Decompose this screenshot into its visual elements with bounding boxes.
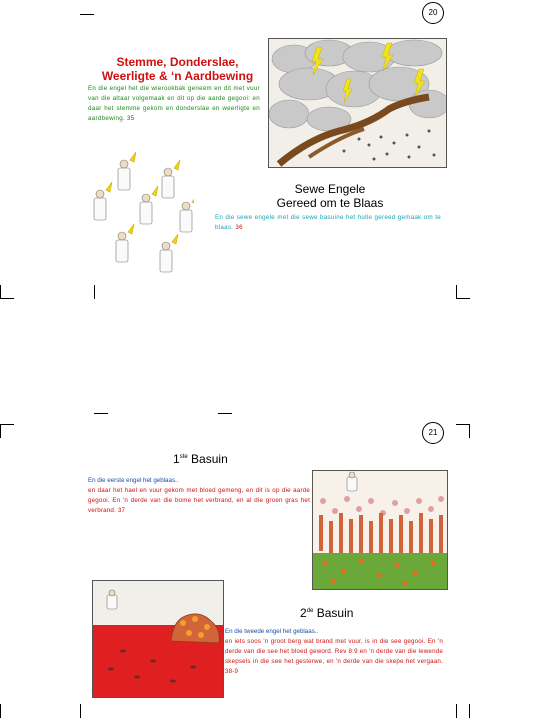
body-text: En die engel het die wierookbak geneem en dit met vuur van die altaar volgemaak en dit op die aarde gegooi: en daar het stemme gekom en donderslae en weerligte en aardbewing.	[88, 85, 260, 122]
crop-mark	[456, 285, 457, 299]
crop-mark	[456, 424, 470, 425]
burning-mountain-sea-drawing	[92, 580, 224, 698]
crop-mark	[456, 704, 457, 718]
body-text-wrap	[88, 486, 310, 516]
crop-mark	[80, 14, 94, 15]
section-title-stemme	[85, 55, 270, 83]
crop-mark	[0, 298, 14, 299]
body-text: en iets soos 'n groot berg wat brand met vuur, is in die see gegooi. En 'n derde van die see het bloed geword. Rev 8:9 en 'n derde van die lewende skepsels in die see het gesterwe, en 'n derde van die skepe het vergaan.	[225, 638, 443, 665]
title-line: Weerligte & ‘n Aardbewing	[101, 69, 254, 83]
burning-trees-drawing	[312, 470, 448, 590]
heading-number: 2	[300, 606, 307, 620]
crop-mark	[94, 285, 95, 299]
verse-ref: 38-9	[225, 668, 239, 675]
verse-ref: 35	[127, 115, 135, 122]
crop-mark	[94, 413, 108, 414]
crop-mark	[0, 424, 1, 438]
crop-mark	[80, 704, 81, 718]
crop-mark-top-left	[0, 0, 14, 14]
section-body-sewe-engele	[215, 213, 441, 233]
page-number-20: 20	[422, 2, 444, 24]
heading-second-trumpet	[300, 606, 353, 620]
crop-mark	[469, 424, 470, 438]
verse-ref: 36	[235, 224, 243, 231]
heading-word: Basuin	[191, 452, 228, 466]
heading-first-trumpet	[173, 452, 228, 466]
heading-number: 1	[173, 452, 180, 466]
page-number-21: 21	[422, 422, 444, 444]
crop-mark	[456, 298, 470, 299]
section-body-first-trumpet	[88, 476, 310, 516]
heading-word: Basuin	[316, 606, 354, 620]
crop-mark	[0, 424, 14, 425]
crop-mark	[0, 285, 1, 299]
storm-drawing	[268, 38, 447, 168]
body-text: en daar het hael en vuur gekom met bloed gemeng, en dit is op die aarde gegooi. En 'n derde van die bome het verbrand, en al die groen gras het verbrand.	[88, 487, 310, 514]
body-text-wrap	[225, 637, 443, 677]
section-body-second-trumpet	[225, 627, 443, 677]
section-body-stemme	[88, 84, 260, 124]
crop-mark	[469, 704, 470, 718]
angels-drawing	[88, 150, 194, 280]
crop-mark	[218, 413, 232, 414]
intro-text: En die tweede engel het geblaas..	[225, 628, 319, 635]
heading-ordinal: ste	[179, 454, 188, 460]
intro-text: En die eerste engel het geblaas..	[88, 477, 179, 484]
verse-ref: 37	[117, 507, 126, 514]
section-title-sewe-engele	[255, 182, 405, 210]
title-line: Sewe Engele	[294, 182, 366, 196]
title-line: Gereed om te Blaas	[276, 196, 384, 210]
crop-mark	[0, 704, 1, 718]
body-text: En die sewe engele met die sewe basuine het hulle gereed gemaak om te blaas.	[215, 214, 441, 231]
heading-ordinal: de	[306, 608, 314, 614]
title-line: Stemme, Donderslae,	[116, 55, 239, 69]
